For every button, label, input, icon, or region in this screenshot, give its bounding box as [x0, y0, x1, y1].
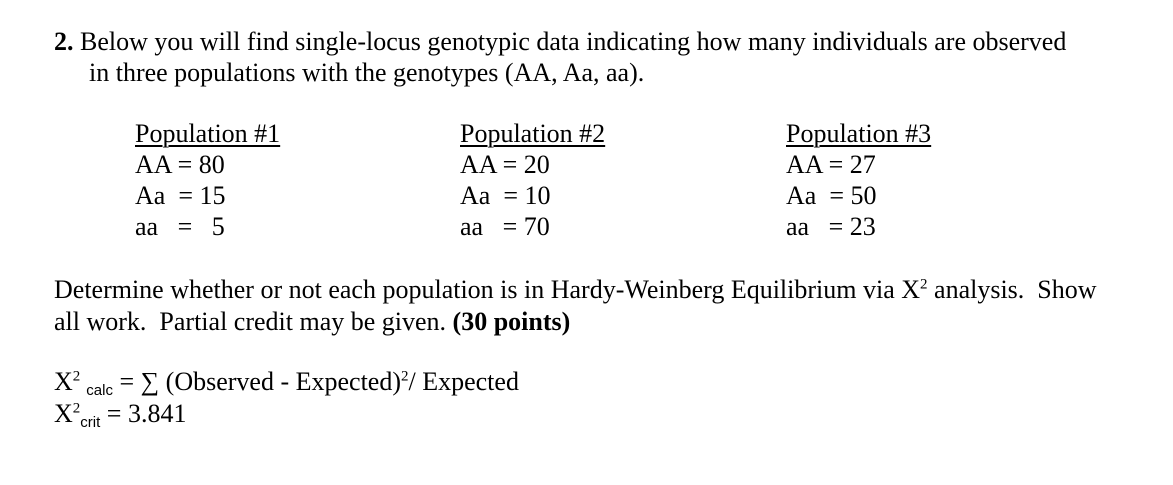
question-line-2	[89, 58, 644, 88]
population-1-column	[135, 118, 280, 242]
population-3-Aa: Aa = 50	[786, 181, 877, 210]
crit-x-superscript: 2	[72, 400, 81, 417]
instructions-line-1	[54, 275, 1097, 305]
calc-x: X	[54, 367, 73, 396]
chi-square-calc-formula	[54, 367, 519, 401]
population-2-column	[460, 118, 605, 242]
question-number: 2.	[54, 27, 74, 56]
crit-value: = 3.841	[100, 399, 187, 428]
crit-x: X	[54, 399, 73, 428]
population-1-aa: aa = 5	[135, 212, 225, 241]
population-3-aa: aa = 23	[786, 212, 876, 241]
calc-equation-superscript: 2	[401, 368, 409, 385]
question-text-line-1: Below you will find single-locus genotypic data indicating how many individuals are observed	[80, 27, 1067, 56]
population-1-Aa: Aa = 15	[135, 181, 226, 210]
instructions-text-2a: all work. Partial credit may be given.	[54, 307, 453, 336]
question-line-1	[54, 27, 1066, 57]
population-1-title: Population #1	[135, 119, 281, 148]
calc-equation-end: / Expected	[408, 367, 519, 396]
population-1-AA: AA = 80	[135, 150, 225, 179]
calc-equation: = ∑ (Observed - Expected)	[112, 367, 401, 396]
points-label: (30 points)	[452, 307, 571, 336]
calc-x-superscript: 2	[72, 368, 81, 385]
population-2-AA: AA = 20	[460, 150, 550, 179]
instructions-superscript: 2	[920, 276, 928, 293]
crit-subscript: crit	[80, 414, 101, 431]
calc-subscript: calc	[86, 382, 113, 399]
question-text-line-2: in three populations with the genotypes (AA, Aa, aa).	[89, 58, 645, 87]
instructions-text-1b: analysis. Show	[927, 275, 1097, 304]
population-3-column	[786, 118, 931, 242]
population-3-AA: AA = 27	[786, 150, 876, 179]
chi-square-crit-formula	[54, 399, 186, 433]
population-2-title: Population #2	[460, 119, 606, 148]
instructions-text-1a: Determine whether or not each population is in Hardy-Weinberg Equilibrium via X	[54, 275, 921, 304]
population-2-Aa: Aa = 10	[460, 181, 551, 210]
population-2-aa: aa = 70	[460, 212, 550, 241]
population-3-title: Population #3	[786, 119, 932, 148]
instructions-line-2	[54, 307, 570, 337]
